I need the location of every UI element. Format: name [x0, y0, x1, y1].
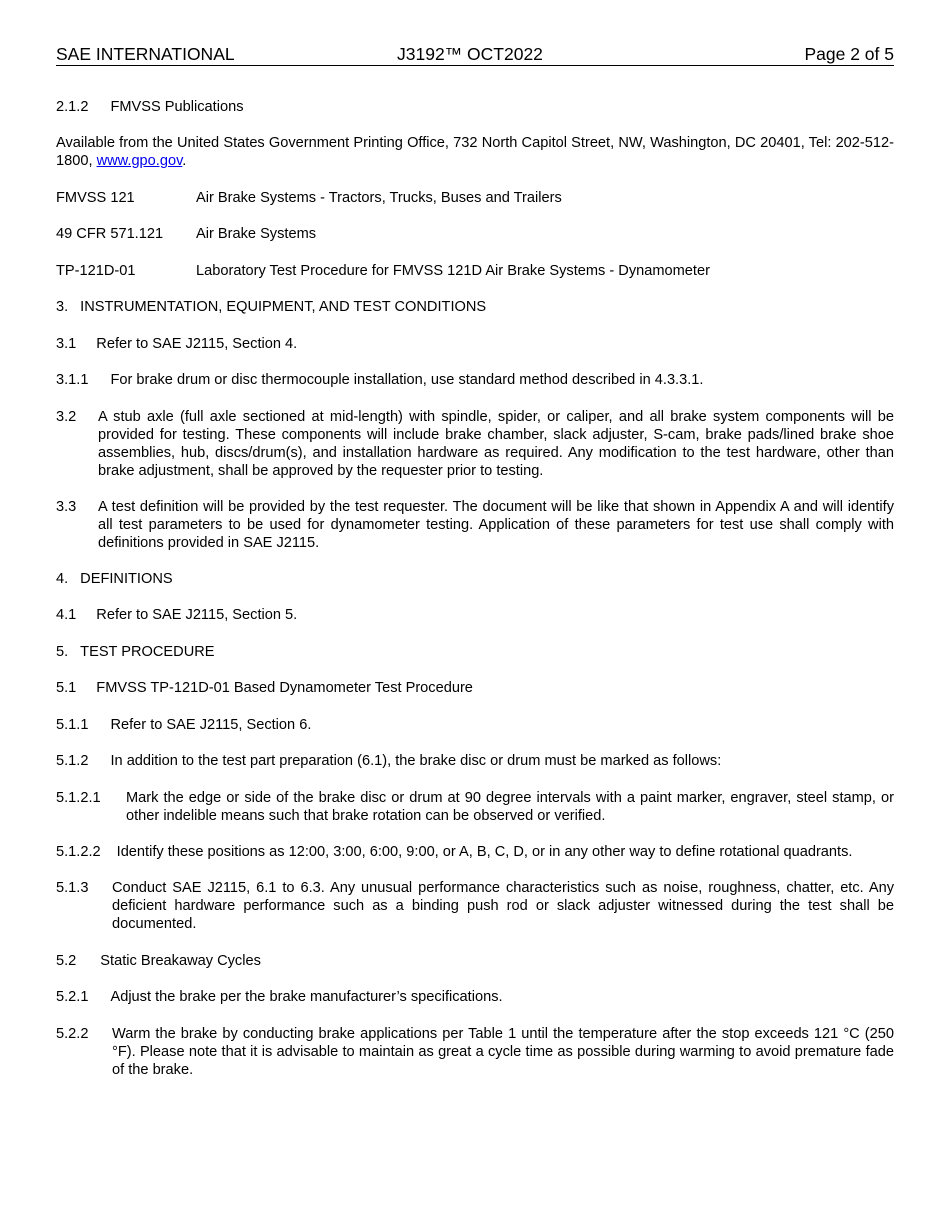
section-text: Warm the brake by conducting brake applications per Table 1 until the temperature after the stop exceeds 121 °C (250 °F). Please note that it is advisable to maintain as great a cycle time as possible during warming to avoid premature fade of the brake.: [112, 1026, 894, 1078]
section-number: 5.1.2.1: [56, 790, 101, 806]
section-5-1-2: [56, 752, 721, 770]
section-5-1-2-1: [56, 789, 894, 825]
section-number: 5.1: [56, 680, 77, 696]
section-5-2-1: [56, 988, 503, 1006]
section-number: 3.2: [56, 409, 77, 425]
section-5-1: [56, 679, 473, 697]
section-3-1-1: [56, 371, 703, 389]
section-number: 5.1.2.2: [56, 844, 101, 860]
reference-id: FMVSS 121: [56, 190, 135, 206]
section-text: A test definition will be provided by the test requester. The document will be like that shown in Appendix A and will identify all test parameters to be used for dynamometer testing. Application of these parameters for test use shall comply with definitions provided in SAE J2115.: [98, 499, 894, 551]
section-number: 5.: [56, 644, 69, 660]
section-number: 5.1.1: [56, 717, 89, 733]
section-number: 3.1: [56, 336, 77, 352]
section-4-heading: [56, 570, 173, 588]
section-4-1: [56, 606, 297, 624]
header-organization: SAE INTERNATIONAL: [56, 44, 235, 64]
section-text: A stub axle (full axle sectioned at mid-length) with spindle, spider, or caliper, and all brake system components will be provided for testing. These components will include brake chamber, slack adjuster, S-cam, brake pads/lined brake shoe assemblies, hub, discs/drum(s), and installation hardware as required. Any modification to the test hardware, other than brake adjustment, shall be approved by the requester prior to testing.: [98, 409, 894, 479]
reference-title: Air Brake Systems: [196, 226, 317, 242]
reference-title: Laboratory Test Procedure for FMVSS 121D Air Brake Systems - Dynamometer: [196, 263, 710, 279]
reference-id: 49 CFR 571.121: [56, 226, 164, 242]
section-text: Identify these positions as 12:00, 3:00, 6:00, 9:00, or A, B, C, D, or in any other way to define rotational quadrants.: [116, 844, 853, 860]
gpo-link[interactable]: www.gpo.gov: [96, 153, 183, 169]
section-text: Refer to SAE J2115, Section 4.: [96, 336, 298, 352]
section-text: Refer to SAE J2115, Section 5.: [96, 607, 298, 623]
section-text: Mark the edge or side of the brake disc or drum at 90 degree intervals with a paint marker, engraver, steel stamp, or other indelible means such that brake rotation can be observed or verified.: [126, 790, 894, 824]
availability-text: Available from the United States Government Printing Office, 732 North Capitol Street, NW, Washington, DC 20401, Tel: 202-512-1800,: [56, 135, 894, 169]
section-5-2-2: [56, 1025, 894, 1079]
section-number: 5.1.3: [56, 880, 89, 896]
section-3-1: [56, 335, 297, 353]
section-number: 4.1: [56, 607, 77, 623]
section-title: INSTRUMENTATION, EQUIPMENT, AND TEST CONDITIONS: [80, 299, 487, 315]
header-document-id: J3192™ OCT2022: [397, 44, 543, 64]
section-text: Static Breakaway Cycles: [100, 953, 261, 969]
section-3-3: [56, 498, 894, 552]
section-number: 3.: [56, 299, 69, 315]
section-number: 5.1.2: [56, 753, 89, 769]
section-text: FMVSS TP-121D-01 Based Dynamometer Test Procedure: [96, 680, 473, 696]
section-number: 3.1.1: [56, 372, 89, 388]
section-5-2: [56, 952, 261, 970]
section-text: For brake drum or disc thermocouple installation, use standard method described in 4.3.3.1.: [110, 372, 704, 388]
section-text: In addition to the test part preparation (6.1), the brake disc or drum must be marked as follows:: [110, 753, 722, 769]
availability-paragraph: [56, 134, 894, 170]
section-text: Refer to SAE J2115, Section 6.: [110, 717, 312, 733]
section-5-1-3: [56, 879, 894, 933]
section-5-heading: [56, 643, 215, 661]
section-number: 5.2.2: [56, 1026, 89, 1042]
page-header: [56, 43, 894, 66]
section-5-1-2-2: [56, 843, 852, 861]
reference-id: TP-121D-01: [56, 263, 136, 279]
section-5-1-1: [56, 716, 311, 734]
section-title: DEFINITIONS: [80, 571, 173, 587]
section-number: 3.3: [56, 499, 77, 515]
section-3-heading: [56, 298, 486, 316]
section-3-2: [56, 408, 894, 480]
section-title: FMVSS Publications: [110, 99, 244, 115]
reference-title: Air Brake Systems - Tractors, Trucks, Buses and Trailers: [196, 190, 562, 206]
section-text: Conduct SAE J2115, 6.1 to 6.3. Any unusual performance characteristics such as noise, roughness, chatter, etc. Any deficient hardware performance such as a binding push rod or slack adjuster witnessed during the test shall be documented.: [112, 880, 894, 932]
section-text: Adjust the brake per the brake manufacturer’s specifications.: [110, 989, 503, 1005]
section-number: 2.1.2: [56, 99, 89, 115]
section-number: 5.2: [56, 953, 77, 969]
section-number: 5.2.1: [56, 989, 89, 1005]
header-page-number: Page 2 of 5: [804, 44, 894, 64]
section-title: TEST PROCEDURE: [80, 644, 215, 660]
section-2-1-2-heading: [56, 98, 244, 116]
availability-end: .: [182, 153, 187, 169]
section-number: 4.: [56, 571, 69, 587]
